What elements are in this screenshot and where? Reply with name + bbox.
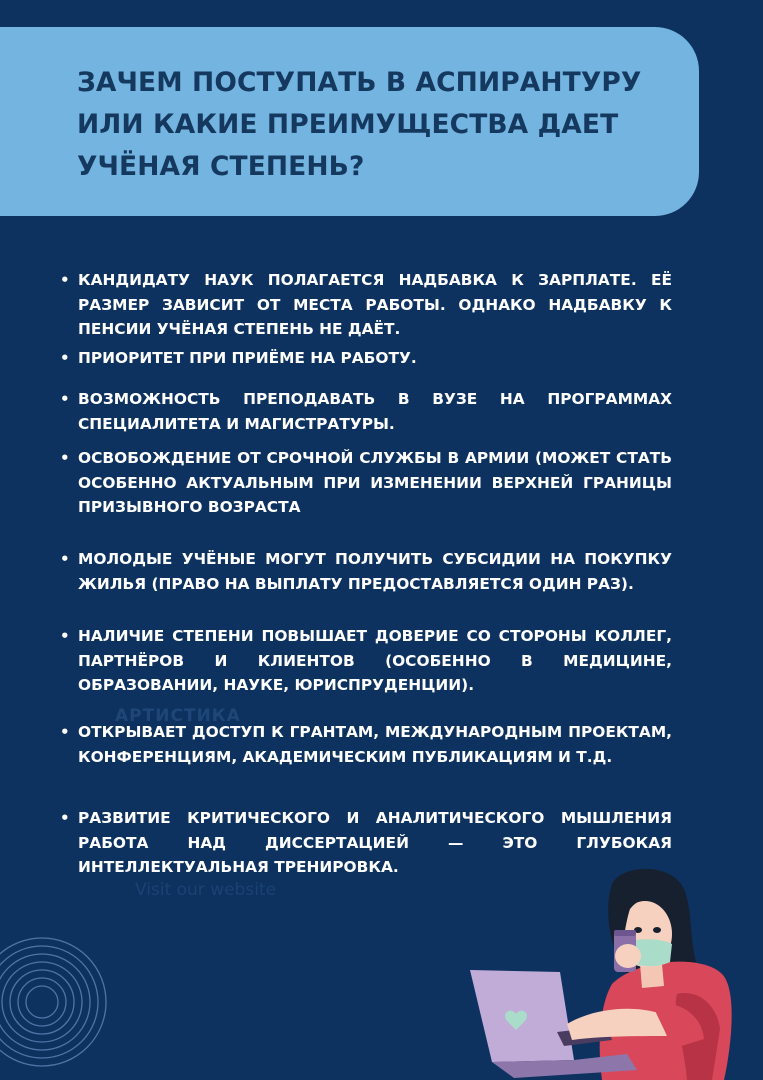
bullet-icon: • [60, 449, 70, 467]
item-line: ОТКРЫВАЕТ ДОСТУП К ГРАНТАМ, МЕЖДУНАРОДНЫМ ПРОЕКТАМ, [78, 723, 672, 741]
item-line: КОНФЕРЕНЦИЯМ, АКАДЕМИЧЕСКИМ ПУБЛИКАЦИЯМ И Т.Д. [78, 747, 613, 766]
item-line: МОЛОДЫЕ УЧЁНЫЕ МОГУТ ПОЛУЧИТЬ СУБСИДИИ НА ПОКУПКУ [78, 550, 672, 568]
item-line: ВОЗМОЖНОСТЬ ПРЕПОДАВАТЬ В ВУЗЕ НА ПРОГРАММАХ [78, 390, 672, 408]
title-line: ЗАЧЕМ ПОСТУПАТЬ В АСПИРАНТУРУ [77, 67, 642, 98]
list-item [60, 624, 672, 698]
woman-with-laptop-illustration [462, 864, 757, 1080]
title-line: УЧЁНАЯ СТЕПЕНЬ? [77, 151, 365, 182]
item-line: ПРИОРИТЕТ ПРИ ПРИЁМЕ НА РАБОТУ. [78, 349, 417, 367]
visit-website-text: Visit our website [135, 880, 277, 900]
item-line: ИНТЕЛЛЕКТУАЛЬНАЯ ТРЕНИРОВКА. [78, 858, 399, 876]
list-item [60, 346, 672, 371]
item-line: ОСВОБОЖДЕНИЕ ОТ СРОЧНОЙ СЛУЖБЫ В АРМИИ (МОЖЕТ СТАТЬ [78, 449, 672, 467]
item-line: НАЛИЧИЕ СТЕПЕНИ ПОВЫШАЕТ ДОВЕРИЕ СО СТОРОНЫ КОЛЛЕГ, [78, 627, 672, 645]
title-line: ИЛИ КАКИЕ ПРЕИМУЩЕСТВА ДАЕТ [77, 109, 619, 140]
bullet-icon: • [60, 627, 70, 645]
bullet-icon: • [60, 390, 70, 408]
bullet-icon: • [60, 809, 70, 827]
item-line: ПРИЗЫВНОГО ВОЗРАСТА [78, 498, 301, 516]
list-item [60, 547, 672, 596]
bullet-icon: • [60, 349, 70, 367]
page-title [77, 62, 677, 188]
list-item [60, 446, 672, 520]
bullet-icon: • [60, 550, 70, 568]
list-item [60, 720, 672, 769]
item-line: КАНДИДАТУ НАУК ПОЛАГАЕТСЯ НАДБАВКА К ЗАРПЛАТЕ. ЕЁ [78, 271, 672, 289]
item-line: РАЗМЕР ЗАВИСИТ ОТ МЕСТА РАБОТЫ. ОДНАКО НАДБАВКУ К [78, 295, 672, 314]
item-line: РАЗВИТИЕ КРИТИЧЕСКОГО И АНАЛИТИЧЕСКОГО МЫШЛЕНИЯ [78, 809, 672, 827]
item-line: ОСОБЕННО АКТУАЛЬНЫМ ПРИ ИЗМЕНЕНИИ ВЕРХНЕЙ ГРАНИЦЫ [78, 473, 672, 492]
item-line: РАБОТА НАД ДИССЕРТАЦИЕЙ — ЭТО ГЛУБОКАЯ [78, 833, 672, 852]
item-line: ПЕНСИИ УЧЁНАЯ СТЕПЕНЬ НЕ ДАЁТ. [78, 320, 401, 338]
concentric-circles-icon [0, 925, 110, 1080]
list-item [60, 387, 672, 436]
list-item [60, 268, 672, 342]
bullet-icon: • [60, 271, 70, 289]
item-line: ОБРАЗОВАНИИ, НАУКЕ, ЮРИСПРУДЕНЦИИ). [78, 676, 475, 694]
item-line: СПЕЦИАЛИТЕТА И МАГИСТРАТУРЫ. [78, 414, 395, 433]
watermark-text: АРТИСТИКА [115, 706, 241, 726]
item-line: ЖИЛЬЯ (ПРАВО НА ВЫПЛАТУ ПРЕДОСТАВЛЯЕТСЯ ОДИН РАЗ). [78, 574, 634, 593]
item-line: ПАРТНЁРОВ И КЛИЕНТОВ (ОСОБЕННО В МЕДИЦИНЕ, [78, 651, 672, 670]
bullet-icon: • [60, 723, 70, 741]
